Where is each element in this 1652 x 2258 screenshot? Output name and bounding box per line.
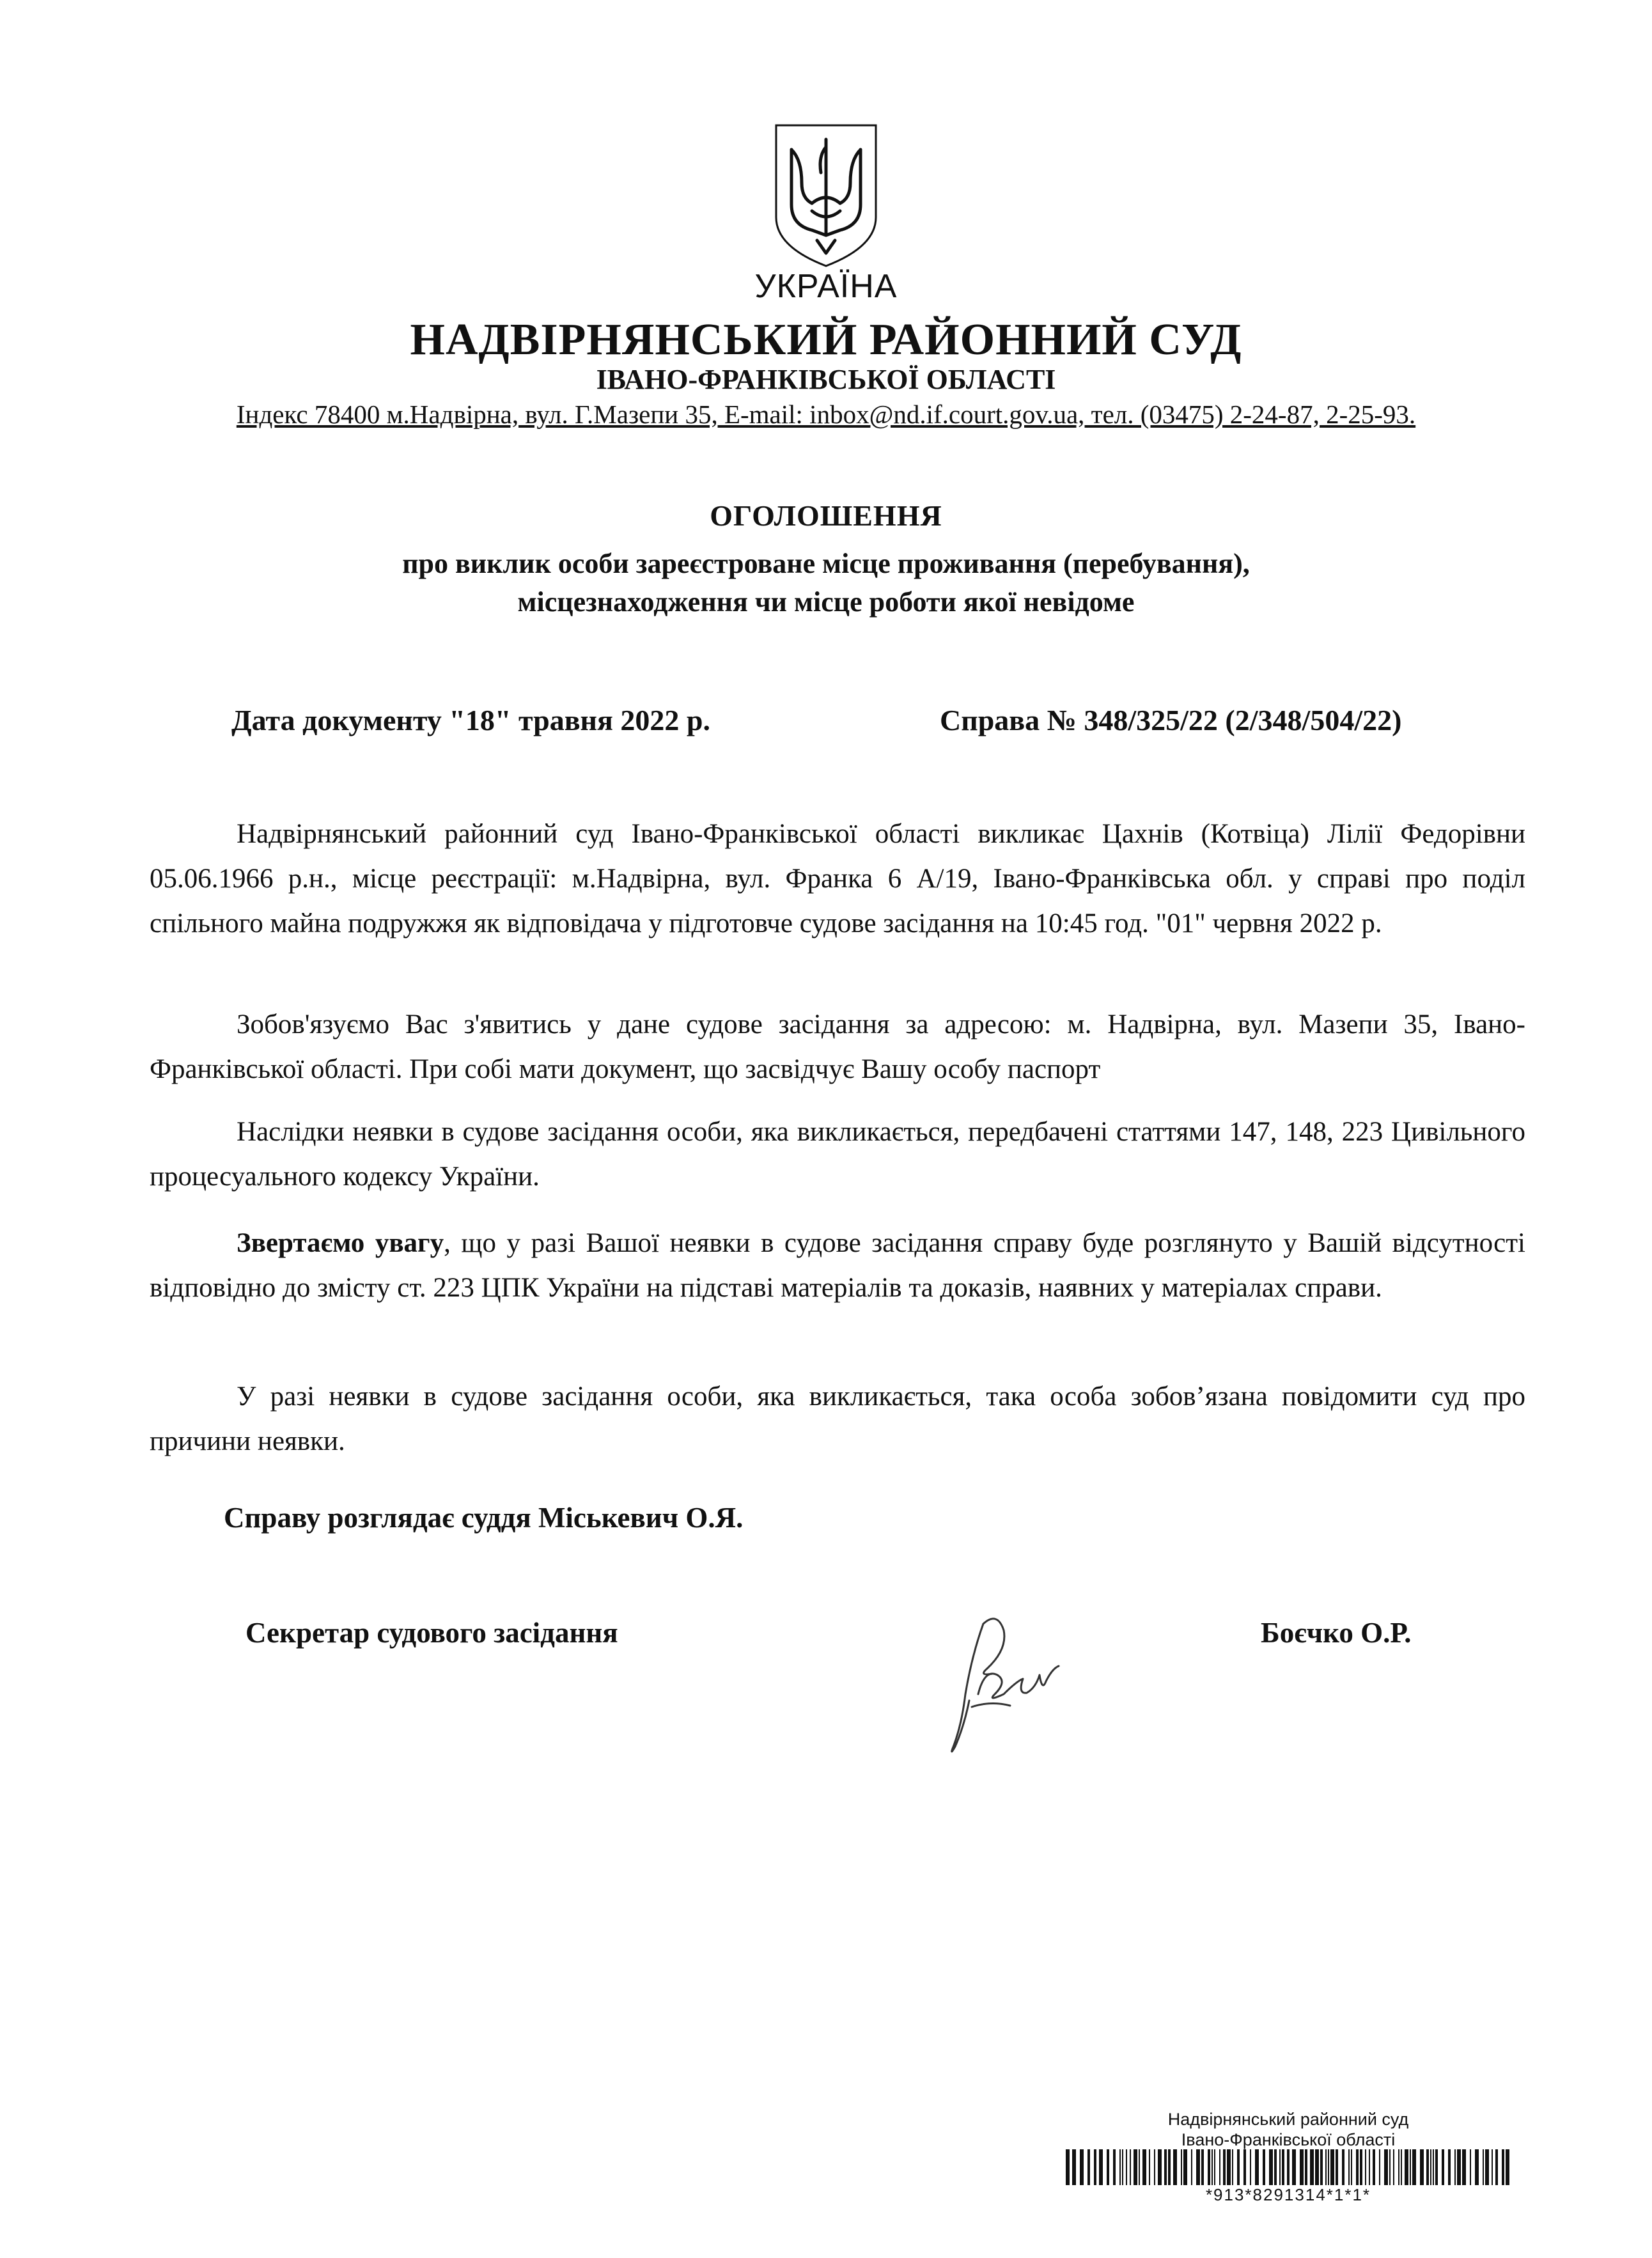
judge-line: Справу розглядає суддя Міськевич О.Я. <box>224 1502 744 1534</box>
paragraph-notify-court: У разі неявки в судове засідання особи, яка викликається, така особа зобов’язана повідомити суд про причини неявки. <box>150 1382 1525 1456</box>
notice-subtitle-line1: про виклик особи зареєстроване місце проживання (перебування), <box>402 548 1250 579</box>
barcode-icon <box>1064 2149 1512 2185</box>
secretary-name: Боєчко О.Р. <box>1261 1617 1412 1649</box>
court-contacts: Індекс 78400 м.Надвірна, вул. Г.Мазепи 35, E-mail: inbox@nd.if.court.gov.ua, тел. (03475) 2-24-87, 2-25-93. <box>236 400 1416 429</box>
notice-title: ОГОЛОШЕННЯ <box>710 499 942 532</box>
attention-text: , що у разі Вашої неявки в судове засідання справу буде розглянуто у Вашій відсутності відповідно до змісту ст. 223 ЦПК України на підставі матеріалів та доказів, наявних у матеріалах справи. <box>150 1228 1525 1303</box>
attention-label: Звертаємо увагу <box>237 1228 444 1258</box>
barcode-number: *913*8291314*1*1* <box>1205 2185 1371 2204</box>
paragraph-consequences: Наслідки неявки в судове засідання особи, яка викликається, передбачені статтями 147, 148, 223 Цивільного процесуального кодексу України. <box>150 1117 1525 1192</box>
paragraph-obligation: Зобов'язуємо Вас з'явитись у дане судове засідання за адресою: м. Надвірна, вул. Мазепи 35, Івано-Франківської області. При собі мати документ, що засвідчує Вашу особу паспорт <box>150 1009 1525 1084</box>
paragraph-attention <box>150 1221 1525 1311</box>
stamp-court-region: Івано-Франківської області <box>1181 2130 1396 2149</box>
case-number: Справа № 348/325/22 (2/348/504/22) <box>940 704 1402 736</box>
trident-emblem-icon <box>772 121 880 270</box>
country-name: УКРАЇНА <box>754 268 898 305</box>
stamp-court-name: Надвірнянський районний суд <box>1167 2110 1409 2129</box>
paragraph-summons: Надвірнянський районний суд Івано-Франківської області викликає Цахнів (Котвіца) Лілії Федорівни 05.06.1966 р.н., місце реєстрації: м.Надвірна, вул. Франка 6 А/19, Івано-Франківська обл. у справі про поділ спільного майна подружжя як відповідача у підготовче судове засідання на 10:45 год. "01" червня 2022 р. <box>150 819 1525 938</box>
document-date: Дата документу "18" травня 2022 р. <box>231 704 711 736</box>
court-region: ІВАНО-ФРАНКІВСЬКОЇ ОБЛАСТІ <box>596 364 1056 395</box>
court-name: НАДВІРНЯНСЬКИЙ РАЙОННИЙ СУД <box>410 315 1242 364</box>
secretary-label: Секретар судового засідання <box>245 1617 618 1649</box>
notice-subtitle-line2: місцезнаходження чи місце роботи якої невідоме <box>517 586 1135 618</box>
handwritten-signature <box>933 1598 1068 1758</box>
